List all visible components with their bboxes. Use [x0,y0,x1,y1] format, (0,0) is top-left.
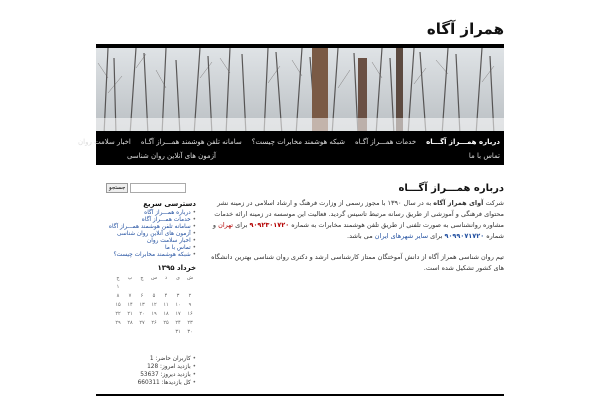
calendar-day-name: پ [127,275,133,281]
quick-access-list [106,210,196,259]
calendar-day: ۱۳ [139,302,145,308]
nav-item-services[interactable]: خدمات همـــراز آگـاه [355,138,417,146]
calendar-day: ۲ [188,293,192,299]
calendar-day [184,283,196,292]
body-text-b: برای [235,221,248,229]
calendar-title: خرداد ۱۳۹۵ [157,264,196,272]
quick-link-smart-phone-system[interactable]: • سامانه تلفن هوشمند همـــراز آگاه [106,224,196,231]
calendar-day: ۱۷ [175,311,181,317]
article-title[interactable]: درباره همـــراز آگـــاه [398,183,504,194]
calendar-day: ۶ [140,293,144,299]
calendar-day: ۲۰ [139,311,145,317]
calendar-week-row [112,301,196,310]
brand-name: آوای همراز آگاه [433,199,484,207]
stat-online-users: • کاربران حاضر: 1 [106,355,196,363]
visitor-stats [106,355,196,387]
page [78,0,504,400]
city-tehran: تهران [218,221,234,229]
stat-yesterday-visits: • بازدید دیروز: 53637 [106,371,196,379]
calendar-day [124,328,136,337]
quick-link-online-tests[interactable]: • آزمون های آنلاین روان شناسی [106,231,196,238]
nav-row-primary [78,138,500,146]
nav-item-mental-health-news[interactable]: اخبار سلامت روان [78,138,131,146]
calendar-day-name: ج [116,275,120,281]
main-content [208,183,504,284]
calendar-body [112,283,196,337]
calendar-day [148,283,160,292]
calendar-day: ۱۲ [151,302,157,308]
calendar-day-name: چ [140,275,144,281]
footer-divider [96,394,504,396]
calendar-week-row [112,328,196,337]
nav-item-about[interactable]: درباره همـــراز آگـــاه [426,138,500,146]
calendar-week-row [112,319,196,328]
calendar-day: ۱۶ [187,311,193,317]
nav-item-online-tests[interactable]: آزمون های آنلاین روان شناسی [126,152,216,160]
calendar-day-name: س [150,275,158,281]
calendar-day: ۲۴ [175,320,181,326]
quick-link-contact[interactable]: • تماس با ما [106,245,196,252]
phone-number-tehran: ۹۰۹۲۳۰۱۷۲۰ [249,221,290,229]
calendar-day [160,328,172,337]
body-text-c: و شماره [212,221,504,240]
intro-text: شرکت [485,199,504,207]
search-form [106,183,196,193]
calendar-day: ۲۹ [115,320,121,326]
calendar-day-name: ش [186,275,194,281]
calendar-day: ۳ [176,293,180,299]
header-banner-image [96,44,504,135]
sidebar [106,183,196,387]
calendar-day [136,328,148,337]
body-text-d: برای [430,232,443,240]
calendar-day: ۲۵ [163,320,169,326]
body-text-a: به در سال ۱۳۹۰ با مجوز رسمی از وزارت فرهنگ و ارشاد اسلامی در زمینه نشر محتوای فرهنگی و آموزشی از طریق رسانه مرتبط تاسیس گردید. فعالیت این موسسه در زمینه ارائه خدمات مشاوره روانشناسی به صورت تلفنی از طریق تلفن هوشمند مخابرات به شماره [214,199,504,229]
calendar-day-name: د [164,275,168,281]
nav-row-secondary [465,152,500,160]
article-paragraph-2: تیم روان شناسی همراز آگاه از دانش آموختگان ممتاز کارشناسی ارشد و دکتری روان شناسی بهترین دانشگاه های کشور تشکیل شده است. [211,253,504,272]
calendar-day [124,283,136,292]
quick-access-heading: دسترسی سریع [143,200,196,208]
calendar-day-name: ی [176,275,180,281]
nav-item-smart-network[interactable]: شبکه هوشمند مخابرات چیست؟ [251,138,346,146]
calendar-header-row [112,274,196,283]
nav-item-contact[interactable]: تماس با ما [468,152,500,160]
calendar-week-row [112,310,196,319]
calendar-day: ۱۰ [175,302,181,308]
calendar-day: ۳۱ [175,329,181,335]
nav-item-smart-phone-system[interactable]: سامانه تلفن هوشمند همـــراز آگـاه [140,138,242,146]
calendar-day: ۱۱ [163,302,169,308]
site-title[interactable]: همراز آگاه [426,20,504,38]
quick-link-smart-network[interactable]: • شبکه هوشمند مخابرات چیست؟ [106,252,196,259]
calendar-day: ۸ [116,293,120,299]
calendar-day: ۲۳ [187,320,193,326]
stat-today-visits: • بازدید امروز: 128 [106,363,196,371]
quick-link-mental-health-news[interactable]: • اخبار سلامت روان [106,238,196,245]
calendar-week-row [112,292,196,301]
calendar-day: ۱۹ [151,311,157,317]
search-button[interactable]: جستجو [106,183,128,193]
body-text-e: می باشد. [347,232,373,240]
calendar-week-row [112,283,196,292]
quick-link-services[interactable]: • خدمات همـــراز آگاه [106,217,196,224]
calendar-day: ۲۸ [127,320,133,326]
calendar-day [160,283,172,292]
calendar-day [172,283,184,292]
calendar-day: ۴ [164,293,168,299]
article-paragraph-1 [208,198,504,242]
calendar [112,274,196,337]
other-cities: سایر شهرهای ایران [374,232,429,240]
calendar-day [136,283,148,292]
calendar-day: ۲۷ [139,320,145,326]
calendar-day [112,328,124,337]
calendar-day: ۳۰ [187,329,193,335]
calendar-day: ۲۶ [151,320,157,326]
calendar-day: ۱۸ [163,311,169,317]
calendar-day [148,328,160,337]
stat-total-visits: • کل بازدیدها: 660311 [106,379,196,387]
phone-number-other: ۹۰۹۹۰۷۱۷۲۰ [444,232,485,240]
calendar-day: ۱ [116,284,120,290]
calendar-day: ۹ [188,302,192,308]
quick-link-about[interactable]: • درباره همـــراز آگاه [106,210,196,217]
calendar-day: ۵ [152,293,156,299]
calendar-day: ۲۲ [115,311,121,317]
main-navigation [78,131,504,165]
calendar-day: ۱۴ [127,302,133,308]
calendar-day: ۱۵ [115,302,121,308]
search-input[interactable] [130,183,186,193]
calendar-day: ۷ [128,293,132,299]
calendar-day: ۲۱ [127,311,133,317]
